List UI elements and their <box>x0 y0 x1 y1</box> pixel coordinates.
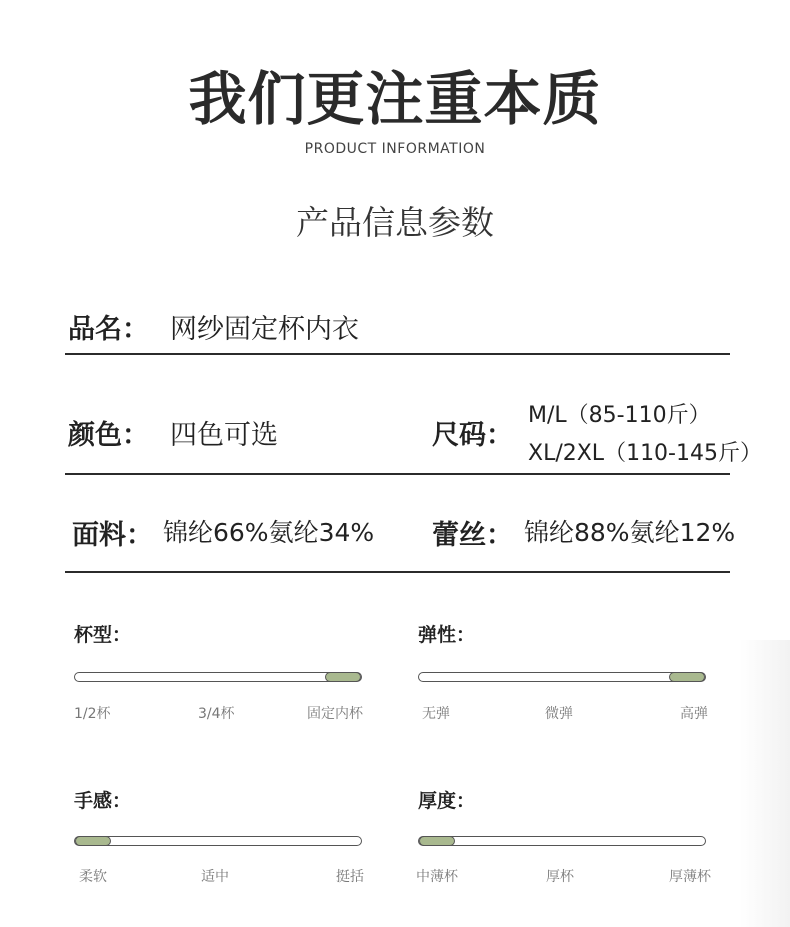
handfeel-scale-indicator <box>75 836 111 846</box>
tick-label: 固定内杯 <box>307 706 363 722</box>
cup-scale-indicator <box>325 672 361 682</box>
tick-label: 适中 <box>201 869 229 885</box>
page-subtitle: PRODUCT INFORMATION <box>304 141 486 157</box>
tick-label: 柔软 <box>79 869 107 885</box>
tick-label: 1/2杯 <box>74 706 111 722</box>
divider <box>65 473 730 475</box>
tick-label: 3/4杯 <box>198 706 235 722</box>
divider <box>65 353 730 355</box>
thickness-scale <box>418 836 706 846</box>
lace-label: 蕾丝： <box>432 520 513 551</box>
section-heading: 产品信息参数 <box>296 203 494 242</box>
edge-shading <box>740 640 790 927</box>
elasticity-scale <box>418 672 706 682</box>
slider-label-cup: 杯型： <box>74 624 132 646</box>
tick-label: 厚杯 <box>546 869 574 885</box>
name-label: 品名： <box>68 314 149 345</box>
tick-label: 挺括 <box>336 869 364 885</box>
divider <box>65 571 730 573</box>
handfeel-scale <box>74 836 362 846</box>
tick-label: 无弹 <box>422 706 450 722</box>
lace-value: 锦纶88%氨纶12% <box>524 518 736 547</box>
thickness-scale-indicator <box>419 836 455 846</box>
fabric-label: 面料： <box>72 520 153 551</box>
cup-scale <box>74 672 362 682</box>
elasticity-scale-indicator <box>669 672 705 682</box>
tick-label: 高弹 <box>680 706 708 722</box>
size-label: 尺码： <box>432 420 513 451</box>
slider-label-handfeel: 手感： <box>74 790 132 812</box>
tick-label: 厚薄杯 <box>669 869 711 885</box>
fabric-value: 锦纶66%氨纶34% <box>163 518 375 547</box>
name-value: 网纱固定杯内衣 <box>170 314 359 345</box>
slider-label-elasticity: 弹性： <box>418 624 476 646</box>
size-value-2: XL/2XL（110-145斤） <box>528 441 762 466</box>
size-value-1: M/L（85-110斤） <box>528 403 711 428</box>
tick-label: 中薄杯 <box>416 869 458 885</box>
tick-label: 微弹 <box>545 706 573 722</box>
color-value: 四色可选 <box>170 420 278 451</box>
slider-label-thickness: 厚度： <box>418 790 476 812</box>
color-label: 颜色： <box>68 420 149 451</box>
page-title: 我们更注重本质 <box>188 65 602 133</box>
